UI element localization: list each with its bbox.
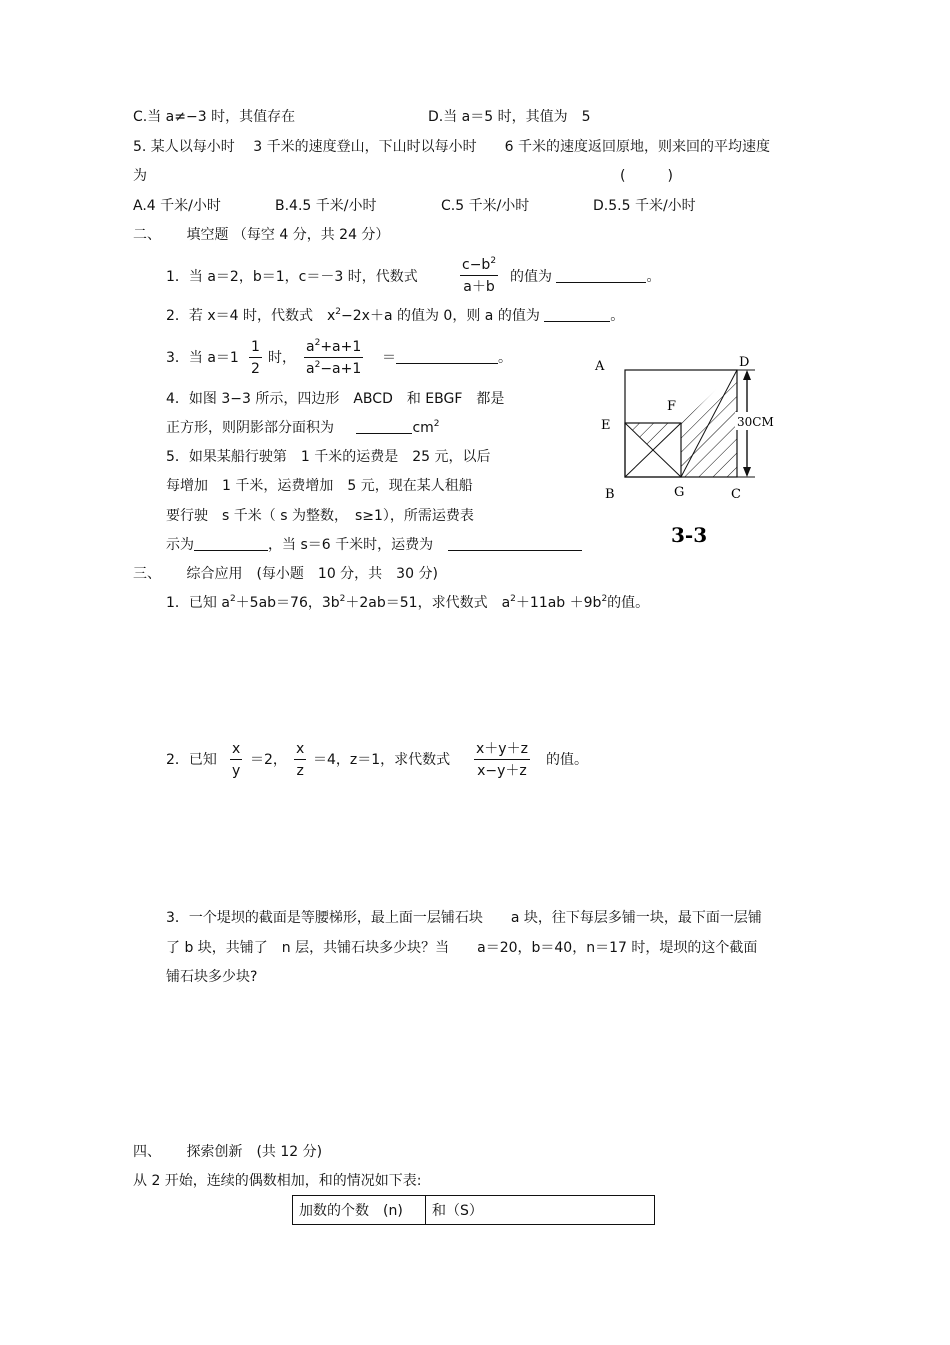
fill-q3-num-a: a (306, 339, 315, 355)
fill-q3-blank[interactable] (396, 349, 498, 364)
apply-q1-e1: 2 (229, 594, 236, 604)
section-2-heading: 二、 填空题 （每空 4 分，共 24 分） (133, 227, 390, 243)
table-row (293, 1196, 655, 1225)
section-4-intro: 从 2 开始，连续的偶数相加，和的情况如下表: (133, 1173, 422, 1189)
fill-q5-blank-1[interactable] (194, 536, 268, 551)
apply-q1 (166, 594, 649, 612)
fill-q4-line-1: 4．如图 3−3 所示，四边形 ABCD 和 EBGF 都是 (166, 391, 505, 407)
fill-q2-blank[interactable] (544, 307, 610, 322)
fill-q1-fraction (460, 256, 498, 296)
fill-q4-unit-exp: 2 (433, 419, 440, 429)
fill-q1-text: 1．当 a＝2，b＝1，c＝－3 时，代数式 (166, 269, 418, 285)
shaded-region-left (625, 423, 681, 450)
fill-q1-tail: 的值为 (510, 269, 552, 285)
fill-q3-den-a: a (306, 361, 315, 377)
fill-q1-denominator: a＋b (460, 275, 498, 296)
answer-paren: ( ) (620, 168, 673, 184)
section-4-heading: 四、 探索创新 (共 12 分) (133, 1144, 323, 1160)
apply-q1-e3: 2 (510, 594, 516, 604)
option-b: B.4.5 千米/小时 (275, 198, 377, 214)
fill-q2-line (166, 307, 624, 325)
label-dimension: 30CM (737, 415, 774, 429)
fill-q5-line-3: 要行驶 s 千米（ s 为整数， s≥1），所需运费表 (166, 508, 474, 524)
fill-q3-line (382, 349, 512, 367)
fill-q2-exp: 2 (335, 307, 342, 317)
apply-q1-e2: 2 (339, 594, 346, 604)
option-c-line: C.当 a≠−3 时，其值存在 (133, 109, 296, 125)
figure-3-3 (585, 350, 790, 550)
dim-arrow-bottom (743, 467, 751, 477)
apply-q2-fraction-1 (230, 740, 242, 780)
apply-q2-f1-num: x (232, 741, 241, 757)
fill-q3-mixed-denominator: 2 (249, 357, 262, 378)
fill-q4-blank[interactable] (356, 419, 412, 434)
fill-q4-unit: cm (412, 420, 434, 436)
apply-q2-f2-den: z (294, 759, 306, 780)
apply-q1-p1: 1．已知 a (166, 595, 230, 611)
option-a: A.4 千米/小时 (133, 198, 221, 214)
apply-q3-line-3: 铺石块多少块? (166, 969, 258, 985)
fill-q3-mixed-fraction (249, 338, 262, 378)
fill-q2-period: 。 (610, 308, 625, 324)
fill-q4-line-2 (166, 419, 440, 437)
sum-table (292, 1195, 655, 1225)
fill-q3-text: 3．当 a＝1 (166, 350, 239, 366)
apply-q1-p3: ＋2ab＝51，求代数式 a (345, 595, 511, 611)
fill-q1-line (510, 268, 660, 286)
option-d-line: D.当 a＝5 时，其值为 5 (428, 109, 591, 125)
apply-q3-line-2: 了 b 块，共铺了 n 层，共铺石块多少块？当 a＝20，b＝40，n＝17 时，堤坝的这个截面 (166, 940, 758, 956)
fill-q3-eq: ＝ (382, 350, 396, 366)
fill-q1-numerator: c−b (462, 257, 491, 273)
fill-q4-text: 正方形，则阴影部分面积为 (166, 420, 334, 436)
apply-q2-mid-1: ＝2， (250, 752, 287, 768)
fill-q5-text-b: ，当 s＝6 千米时，运费为 (268, 537, 434, 553)
fill-q3-num-rest: +a+1 (320, 339, 362, 355)
fill-q3-after: 时， (268, 350, 296, 366)
apply-q2-f3-num: x＋y＋z (476, 741, 528, 757)
apply-q2-f2-num: x (296, 741, 305, 757)
dim-arrow-top (743, 370, 751, 380)
table-header-s: 和（S） (426, 1196, 655, 1225)
fill-q3-num-exp: 2 (314, 338, 321, 348)
apply-q2-tail: 的值。 (546, 752, 588, 768)
label-c: C (731, 487, 741, 502)
fill-q3-period: 。 (498, 350, 512, 366)
question-5-line-1: 5. 某人以每小时 3 千米的速度登山，下山时以每小时 6 千米的速度返回原地，则来回的平均速度 (133, 139, 770, 155)
apply-q1-p4: ＋11ab ＋9b (515, 595, 602, 611)
apply-q2-fraction-2 (294, 740, 306, 780)
label-a: A (595, 359, 605, 374)
question-5-line-2: 为 (133, 168, 147, 184)
label-e: E (601, 418, 611, 433)
option-c: C.5 千米/小时 (441, 198, 530, 214)
label-f: F (667, 399, 677, 414)
option-d: D.5.5 千米/小时 (593, 198, 696, 214)
apply-q2-text: 2．已知 (166, 752, 217, 768)
label-b: B (605, 487, 615, 502)
fill-q3-fraction (304, 338, 363, 378)
figure-caption: 3-3 (671, 523, 708, 547)
apply-q2-mid-2: ＝4，z＝1，求代数式 (313, 752, 451, 768)
fill-q1-numerator-exp: 2 (490, 256, 497, 266)
apply-q2-fraction-3 (474, 740, 530, 780)
fill-q1-period: 。 (646, 269, 661, 285)
fill-q3-den-rest: −a+1 (320, 361, 362, 377)
fill-q5-line-2: 每增加 1 千米，运费增加 5 元，现在某人租船 (166, 478, 473, 494)
label-g: G (674, 485, 685, 500)
apply-q2-f1-den: y (230, 759, 242, 780)
fill-q5-line-1: 5．如果某船行驶第 1 千米的运费是 25 元，以后 (166, 449, 491, 465)
apply-q1-p2: ＋5ab＝76，3b (235, 595, 340, 611)
fill-q5-line-4 (166, 536, 582, 554)
section-3-heading: 三、 综合应用 (每小题 10 分，共 30 分) (133, 566, 438, 582)
apply-q3-line-1: 3．一个堤坝的截面是等腰梯形，最上面一层铺石块 a 块，往下每层多铺一块，最下面一层铺 (166, 910, 762, 926)
fill-q1-blank[interactable] (556, 268, 646, 283)
apply-q1-p5: 的值。 (607, 595, 650, 611)
fill-q2-text: 2．若 x＝4 时，代数式 x (166, 308, 336, 324)
table-header-n: 加数的个数 (n) (293, 1196, 426, 1225)
fill-q2-tail: −2x＋a 的值为 0，则 a 的值为 (341, 308, 540, 324)
fill-q5-blank-2[interactable] (448, 536, 582, 551)
fill-q3-mixed-numerator: 1 (251, 339, 260, 355)
label-d: D (739, 355, 750, 370)
fill-q5-text-a: 示为 (166, 537, 194, 553)
fill-q3-den-exp: 2 (314, 360, 321, 370)
apply-q1-e4: 2 (601, 594, 608, 604)
apply-q2-f3-den: x−y＋z (474, 759, 530, 780)
